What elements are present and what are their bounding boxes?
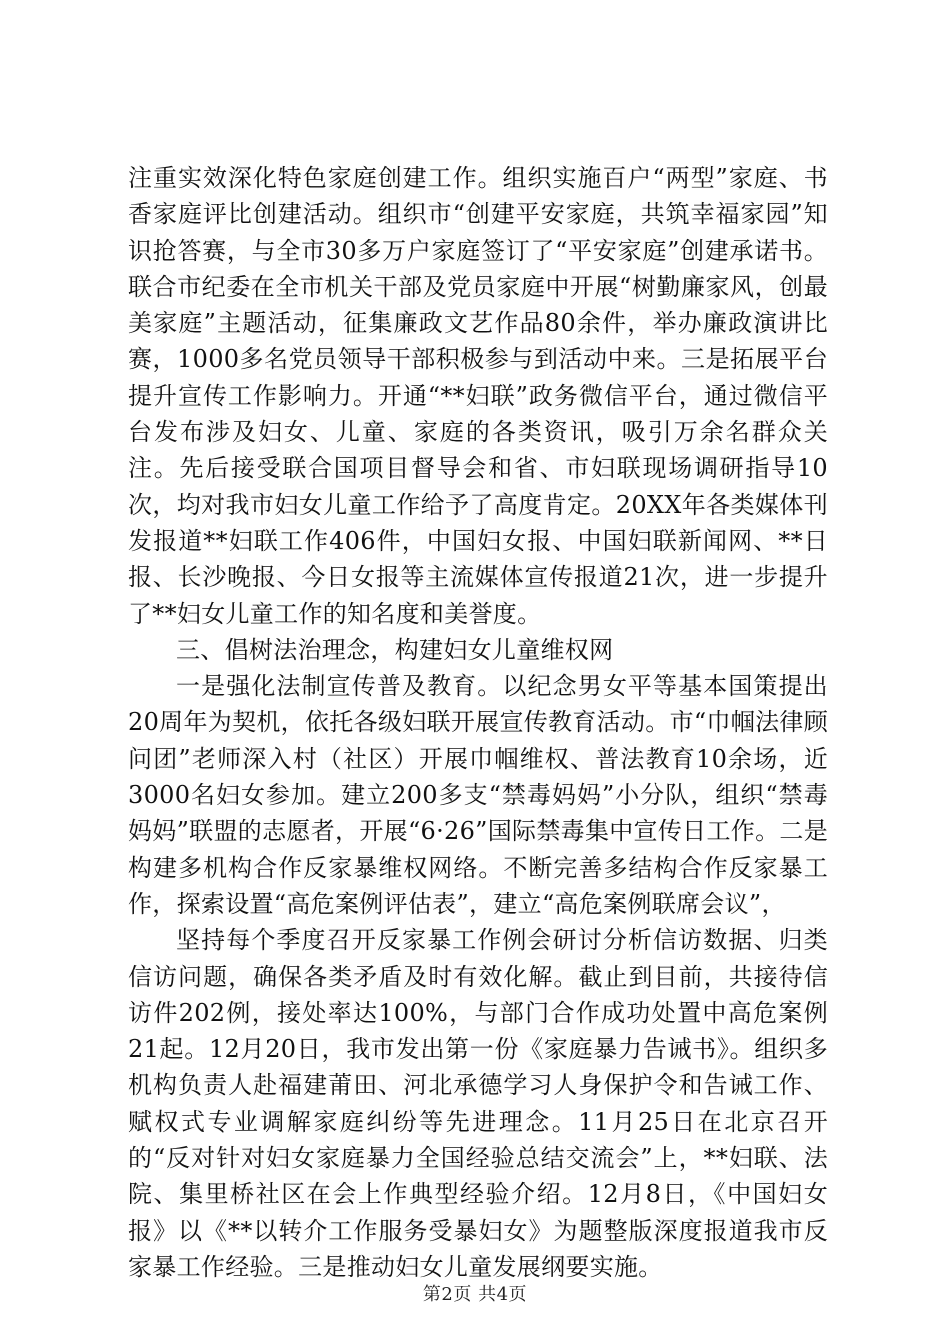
paragraph-anti-domestic-violence: 坚持每个季度召开反家暴工作例会研讨分析信访数据、归类信访问题，确保各类矛盾及时有效化解。截止到目前，共接待信访件202例，接处率达100%，与部门合作成功处置中高危案例21起。12月20日，我市发出第一份《家庭暴力告诫书》。组织多机构负责人赴福建莆田、河北承德学习人身保护令和告诫工作、赋权式专业调解家庭纠纷等先进理念。11月25日在北京召开的“反对针对妇女家庭暴力全国经验总结交流会”上，**妇联、法院、集里桥社区在会上作典型经验介绍。12月8日，《中国妇女报》以《**以转介工作服务受暴妇女》为题整版深度报道我市反家暴工作经验。三是推动妇女儿童发展纲要实施。 [128,926,828,1281]
paragraph-legal-education: 一是强化法制宣传普及教育。以纪念男女平等基本国策提出20周年为契机，依托各级妇联开展宣传教育活动。市“巾帼法律顾问团”老师深入村（社区）开展巾帼维权、普法教育10余场，近3000名妇女参加。建立200多支“禁毒妈妈”小分队，组织“禁毒妈妈”联盟的志愿者，开展“6·26”国际禁毒集中宣传日工作。二是构建多机构合作反家暴维权网络。不断完善多结构合作反家暴工作，探索设置“高危案例评估表”，建立“高危案例联席会议”， [128,672,828,918]
section-heading-legal: 三、倡树法治理念，构建妇女儿童维权网 [176,635,614,664]
paragraph-family-building: 注重实效深化特色家庭创建工作。组织实施百户“两型”家庭、书香家庭评比创建活动。组织市“创建平安家庭，共筑幸福家园”知识抢答赛，与全市30多万户家庭签订了“平安家庭”创建承诺书。联合市纪委在全市机关干部及党员家庭中开展“树勤廉家风，创最美家庭”主题活动，征集廉政文艺作品80余件，举办廉政演讲比赛，1000多名党员领导干部积极参与到活动中来。三是拓展平台提升宣传工作影响力。开通“**妇联”政务微信平台，通过微信平台发布涉及妇女、儿童、家庭的各类资讯，吸引万余名群众关注。先后接受联合国项目督导会和省、市妇联现场调研指导10次，均对我市妇女儿童工作给予了高度肯定。20XX年各类媒体刊发报道**妇联工作406件，中国妇女报、中国妇联新闻网、**日报、长沙晚报、今日女报等主流媒体宣传报道21次，进一步提升了**妇女儿童工作的知名度和美誉度。 [128,164,828,628]
page-number-footer: 第2页 共4页 [422,1284,528,1305]
document-body [128,160,828,1285]
